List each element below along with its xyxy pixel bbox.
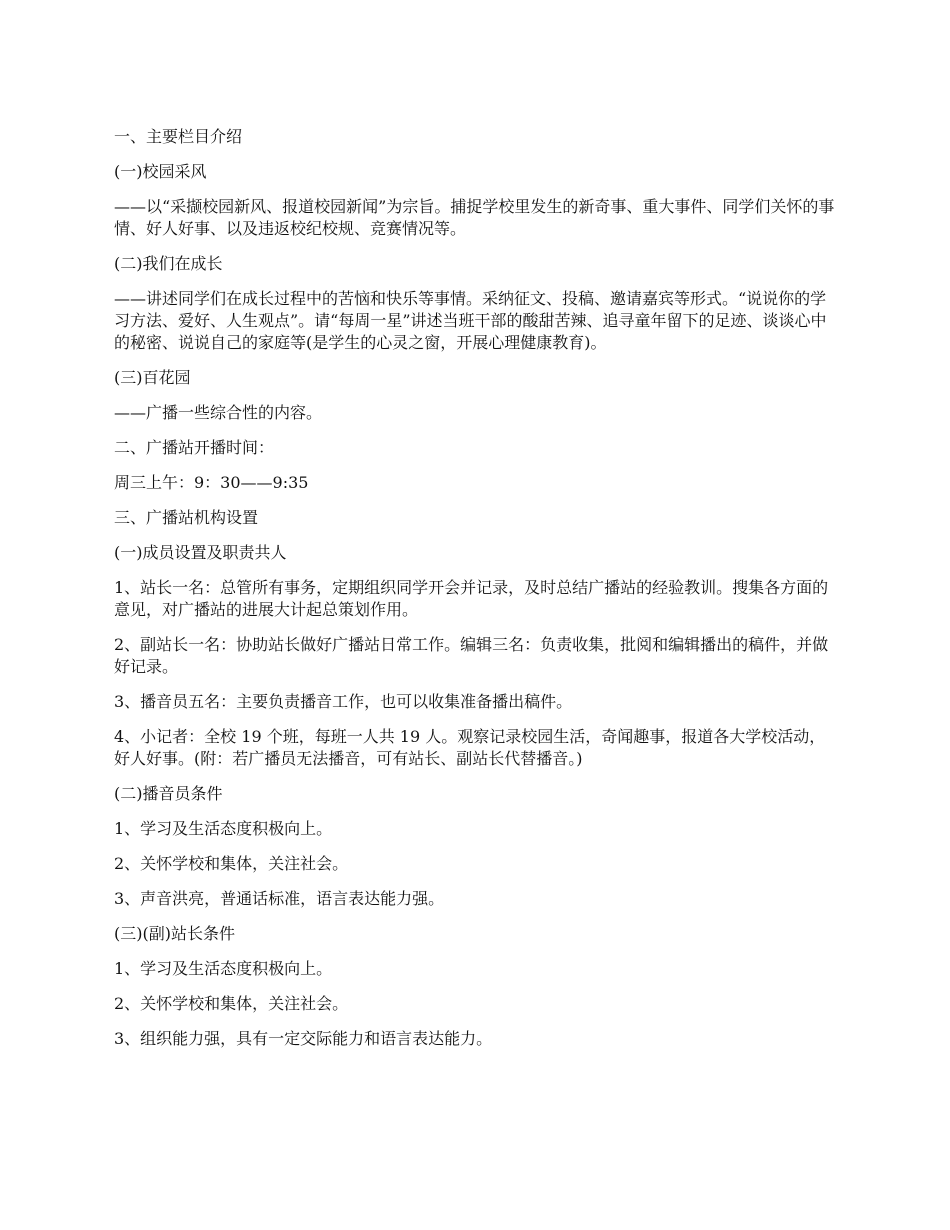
list-item-head-condition-1: 1、学习及生活态度积极向上。 <box>114 959 333 978</box>
list-item-announcers: 3、播音员五名：主要负责播音工作，也可以收集准备播出稿件。 <box>114 692 573 711</box>
subheading-garden: (三)百花园 <box>114 368 191 387</box>
paragraph-garden: ——广播一些综合性的内容。 <box>114 403 323 422</box>
heading-main-columns: 一、主要栏目介绍 <box>114 127 243 146</box>
list-item-reporters: 4、小记者：全校 19 个班，每班一人共 19 人。观察记录校园生活，奇闻趣事，报道各大学校活动，好人好事。(附：若广播员无法播音，可有站长、副站长代替播音。) <box>114 727 826 768</box>
subheading-growing-up: (二)我们在成长 <box>114 254 223 273</box>
subheading-head-conditions: (三)(副)站长条件 <box>114 924 235 943</box>
paragraph-campus-news: ——以“采撷校园新风、报道校园新闻”为宗旨。捕捉学校里发生的新奇事、重大事件、同学们关怀的事情、好人好事、以及违返校纪校规、竞赛情况等。 <box>114 197 835 238</box>
list-item-announcer-condition-1: 1、学习及生活态度积极向上。 <box>114 819 333 838</box>
heading-organization: 三、广播站机构设置 <box>114 508 259 527</box>
list-item-head-condition-3: 3、组织能力强，具有一定交际能力和语言表达能力。 <box>114 1029 493 1048</box>
list-item-announcer-condition-2: 2、关怀学校和集体，关注社会。 <box>114 854 349 873</box>
list-item-head-condition-2: 2、关怀学校和集体，关注社会。 <box>114 994 349 1013</box>
subheading-announcer-conditions: (二)播音员条件 <box>114 784 223 803</box>
paragraph-broadcast-time: 周三上午：9：30——9:35 <box>114 473 309 492</box>
heading-broadcast-time: 二、广播站开播时间： <box>114 438 275 457</box>
list-item-deputy-head: 2、副站长一名：协助站长做好广播站日常工作。编辑三名：负责收集，批阅和编辑播出的稿件，并做好记录。 <box>114 635 829 676</box>
list-item-announcer-condition-3: 3、声音洪亮，普通话标准，语言表达能力强。 <box>114 889 445 908</box>
document-page <box>114 126 836 1063</box>
subheading-campus-news: (一)校园采风 <box>114 162 207 181</box>
list-item-station-head: 1、站长一名：总管所有事务，定期组织同学开会并记录，及时总结广播站的经验教训。搜集各方面的意见，对广播站的进展大计起总策划作用。 <box>114 578 829 619</box>
paragraph-growing-up: ——讲述同学们在成长过程中的苦恼和快乐等事情。采纳征文、投稿、邀请嘉宾等形式。“说说你的学习方法、爱好、人生观点”。请“每周一星”讲述当班干部的酸甜苦辣、追寻童年留下的足迹、谈谈心中的秘密、说说自己的家庭等(是学生的心灵之窗，开展心理健康教育)。 <box>114 289 827 352</box>
subheading-members: (一)成员设置及职责共人 <box>114 543 287 562</box>
